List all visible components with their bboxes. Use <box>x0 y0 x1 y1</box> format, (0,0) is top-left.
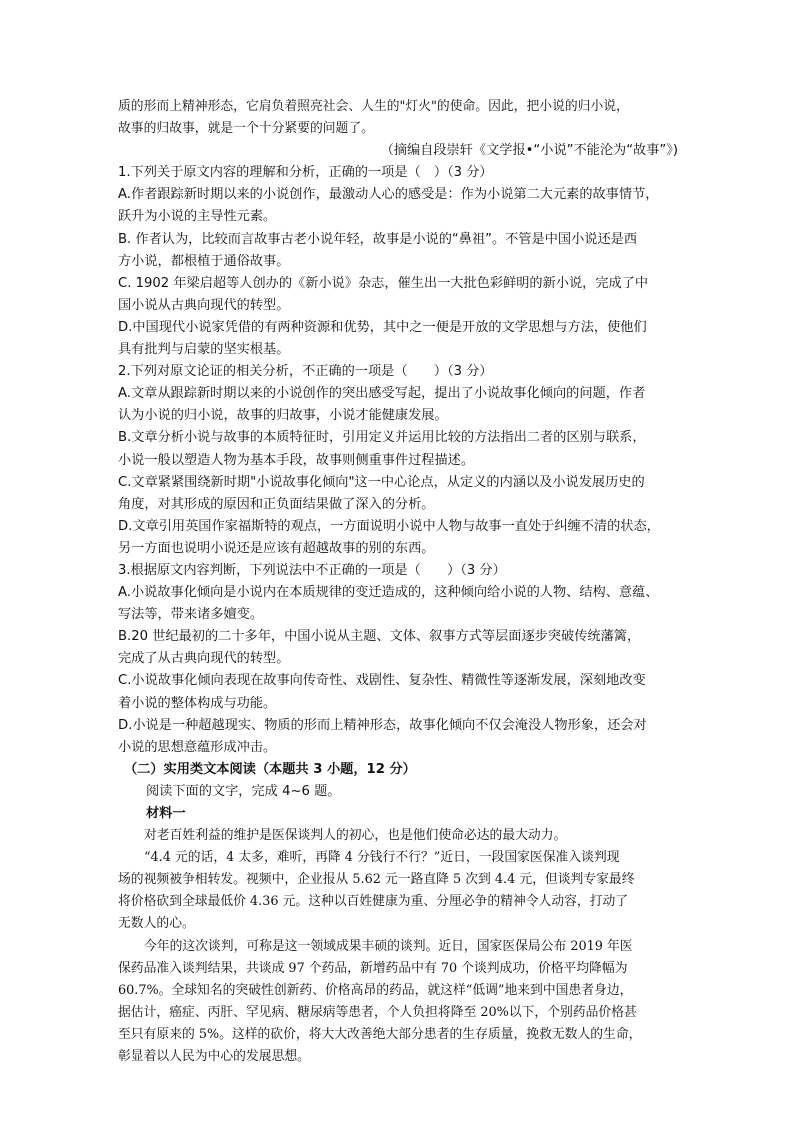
q1-option-c: 国小说从古典向现代的转型。 <box>118 297 290 313</box>
material-paragraph-line: 至只有原来的 5%。这样的砍价，将大大改善绝大部分患者的生存质量，挽救无数人的生命， <box>118 1026 642 1042</box>
material-paragraph-line: 将价格砍到全球最低价 4.36 元。这种以百姓健康为重、分厘必争的精神令人动容，打动了 <box>118 894 629 910</box>
passage-line: 故事的归故事，就是一个十分紧要的问题了。 <box>118 121 374 137</box>
material-paragraph-line: 无数人的心。 <box>118 916 195 932</box>
q1-option-a: 跃升为小说的主导性元素。 <box>118 209 277 225</box>
q3-option-a: 写法等，带来诸多嬗变。 <box>118 607 264 623</box>
q1-option-c: C. 1902 年梁启超等人创办的《新小说》杂志，催生出一大批色彩鲜明的新小说，完成了中 <box>118 275 649 291</box>
q3-option-b: B.20 世纪最初的二十多年，中国小说从主题、文体、叙事方式等层面逐步突破传统藩篱， <box>118 629 641 645</box>
material-paragraph-line: 据估计，癌症、丙肝、罕见病、糖尿病等患者，个人负担将降至 20%以下，个别药品价格甚 <box>118 1004 637 1020</box>
q3-option-a: A.小说故事化倾向是小说内在本质规律的变迁造成的，这种倾向给小说的人物、结构、意蕴、 <box>118 585 659 601</box>
q1-option-d: 具有批判与启蒙的坚实根基。 <box>118 342 290 358</box>
material-paragraph-line: 彰显着以人民为中心的发展思想。 <box>118 1049 310 1065</box>
q1-option-a: A.作者跟踪新时期以来的小说创作，最激动人心的感受是：作为小说第二大元素的故事情节， <box>118 187 659 203</box>
q1-option-d: D.中国现代小说家凭借的有两种资源和优势，其中之一便是开放的文学思想与方法，使他们 <box>118 319 647 335</box>
material-paragraph: 对老百姓利益的维护是医保谈判人的初心，也是他们使命必达的最大动力。 <box>144 828 567 844</box>
q3-option-b: 完成了从古典向现代的转型。 <box>118 651 290 667</box>
q1-option-b: B. 作者认为，比较而言故事古老小说年轻，故事是小说的“鼻祖”。不管是中国小说还是西 <box>118 231 638 247</box>
material-paragraph: “4.4 元的话，4 太多，难听，再降 4 分钱行不行？”近日，一段国家医保准入谈判现 <box>144 850 620 866</box>
q3-option-d: D.小说是一种超越现实、物质的形而上精神形态，故事化倾向不仅会淹没人物形象，还会对 <box>118 717 647 733</box>
q1-option-b: 方小说，都根植于通俗故事。 <box>118 253 290 269</box>
q3-option-c: C.小说故事化倾向表现在故事向传奇性、戏剧性、复杂性、精微性等逐渐发展，深刻地改变 <box>118 673 646 689</box>
material-paragraph-line: 60.7%。全球知名的突破性创新药、价格高昂的药品，就这样“低调”地来到中国患者身边， <box>118 982 633 998</box>
q3-option-d: 小说的思想意蕴形成冲击。 <box>118 739 277 755</box>
q2-option-a: A.文章从跟踪新时期以来的小说创作的突出感受写起，提出了小说故事化倾向的问题，作者 <box>118 386 646 402</box>
source-citation: （摘编自段崇轩《文学报•“小说”不能沦为“故事”》) <box>380 143 678 159</box>
question-3-stem: 3.根据原文内容判断，下列说法中不正确的一项是（ ）（3 分） <box>118 562 506 578</box>
q2-option-b: B.文章分析小说与故事的本质特征时，引用定义并运用比较的方法指出二者的区别与联系， <box>118 430 646 446</box>
q2-option-c: C.文章紧紧围绕新时期"小说故事化倾向"这一中心论点，从定义的内涵以及小说发展历史的 <box>118 474 645 490</box>
material-title: 材料一 <box>146 806 186 821</box>
document-content <box>118 96 678 1068</box>
question-1-stem: 1.下列关于原文内容的理解和分析，正确的一项是（ ）（3 分） <box>118 165 493 181</box>
q2-option-d: 另一方面也说明小说还是应该有超越故事的别的东西。 <box>118 540 435 556</box>
q3-option-c: 着小说的整体构成与功能。 <box>118 695 277 711</box>
section-heading: （二）实用类文本阅读（本题共 3 小题，12 分） <box>124 761 416 777</box>
passage-line: 质的形而上精神形态，它肩负着照亮社会、人生的"灯火"的使命。因此，把小说的归小说， <box>118 99 629 114</box>
material-paragraph-line: 场的视频被争相转发。视频中，企业报从 5.62 元一路直降 5 次到 4.4 元，但谈判专家最终 <box>118 872 635 888</box>
q2-option-a: 认为小说的归小说，故事的归故事，小说才能健康发展。 <box>118 408 448 424</box>
material-paragraph: 今年的这次谈判，可称是这一领域成果丰硕的谈判。近日，国家医保局公布 2019 年医 <box>144 938 633 954</box>
section-instruction: 阅读下面的文字，完成 4~6 题。 <box>146 783 341 799</box>
q2-option-d: D.文章引用英国作家福斯特的观点，一方面说明小说中人物与故事一直处于纠缠不清的状态， <box>118 518 660 534</box>
question-2-stem: 2.下列对原文论证的相关分析，不正确的一项是（ ）（3 分） <box>118 364 493 380</box>
q2-option-c: 角度，对其形成的原因和正负面结果做了深入的分析。 <box>118 496 435 512</box>
material-paragraph-line: 保药品准入谈判结果，共谈成 97 个药品，新增药品中有 70 个谈判成功，价格平均降幅为 <box>118 960 628 976</box>
q2-option-b: 小说一般以塑造人物为基本手段，故事则侧重事件过程描述。 <box>118 452 475 468</box>
